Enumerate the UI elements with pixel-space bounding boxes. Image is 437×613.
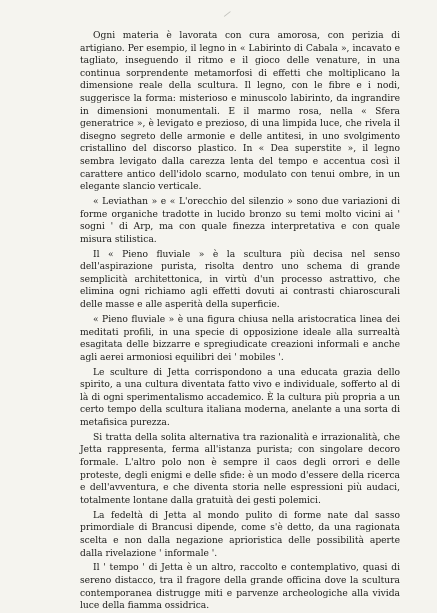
paragraph-7: La fedeltà di Jetta al mondo pulito di forme nate dal sasso primordiale di Brancusi dipende, come s'è detto, da una ragionata scelta e non dalla negazione aprioristica delle possibilità aperte dalla rivelazione ' informale '. <box>80 510 400 559</box>
paragraph-5: Le sculture di Jetta corrispondono a una educata grazia dello spirito, a una cultura diventata fatto vivo e individuale, sofferto al di là di ogni sperimentalismo accademico. È la cultura più propria a un certo tempo della scultura italiana moderna, anelante a una sorta di metafisica purezza. <box>80 367 400 428</box>
paragraph-6: Si tratta della solita alternativa tra razionalità e irrazionalità, che Jetta rappresenta, ferma all'istanza purista; con singolare decoro formale. L'altro polo non è sempre il caos degli orrori e delle proteste, degli enigmi e delle sfide: è un modo d'essere della ricerca e dell'avventura, e che diventa storia nelle espressioni più audaci, totalmente lontane dalla gratuità dei gesti polemici. <box>80 432 400 506</box>
paragraph-8: Il ' tempo ' di Jetta è un altro, raccolto e contemplativo, quasi di sereno distacco, tra il fragore della grande officina dove la scultura contemporanea distrugge miti e parvenze archeologiche alla vivida luce della fiamma ossidrica. <box>80 563 400 612</box>
paragraph-2: « Leviathan » e « L'orecchio del silenzio » sono due variazioni di forme organiche tradotte in lucido bronzo su temi molto vicini ai ' sogni ' di Arp, ma con quale finezza interpretativa e con quale misura stilistica. <box>80 197 400 245</box>
paragraph-3: Il « Pieno fluviale » è la scultura più decisa nel senso dell'aspirazione purista, risolta dentro uno schema di grande semplicità architettonica, in virtù d'un processo astrattivo, che elimina ogni richiamo agli effetti dovuti ai contrasti chiaroscurali delle masse e alle asperità della superficie. <box>80 249 400 311</box>
paragraph-4: « Pieno fluviale » è una figura chiusa nella aristocratica linea dei meditati profili, in una specie di opposizione ideale alla surrealtà esagitata delle bizzarre e spregiudicate creazioni informali e anche agli aerei armoniosi equilibri dei ' mobiles '. <box>80 314 400 363</box>
pencil-mark <box>224 11 234 21</box>
body-text <box>80 30 400 613</box>
paragraph-1: Ogni materia è lavorata con cura amorosa, con perizia di artigiano. Per esempio, il legno in « Labirinto di Cabala », incavato e tagliato, inseguendo il ritmo e il gioco delle venature, in una continua sorprendente metamorfosi di effetti che moltiplicano la dimensione reale della scultura. Il legno, con le fibre e i nodi, suggerisce la forma: misterioso e minuscolo labirinto, da ingrandire in dimensioni monumentali. E il marmo rosa, nella « Sfera generatrice », è levigato e prezioso, di una limpida luce, che rivela il disegno segreto delle armonie e delle antitesi, in uno svolgimento cristallino del discorso plastico. In « Dea superstite », il legno sembra levigato dalla carezza lenta del tempo e accentua così il carattere antico dell'idolo scarno, modulato con tenui ombre, in un elegante slancio verticale. <box>80 31 400 193</box>
